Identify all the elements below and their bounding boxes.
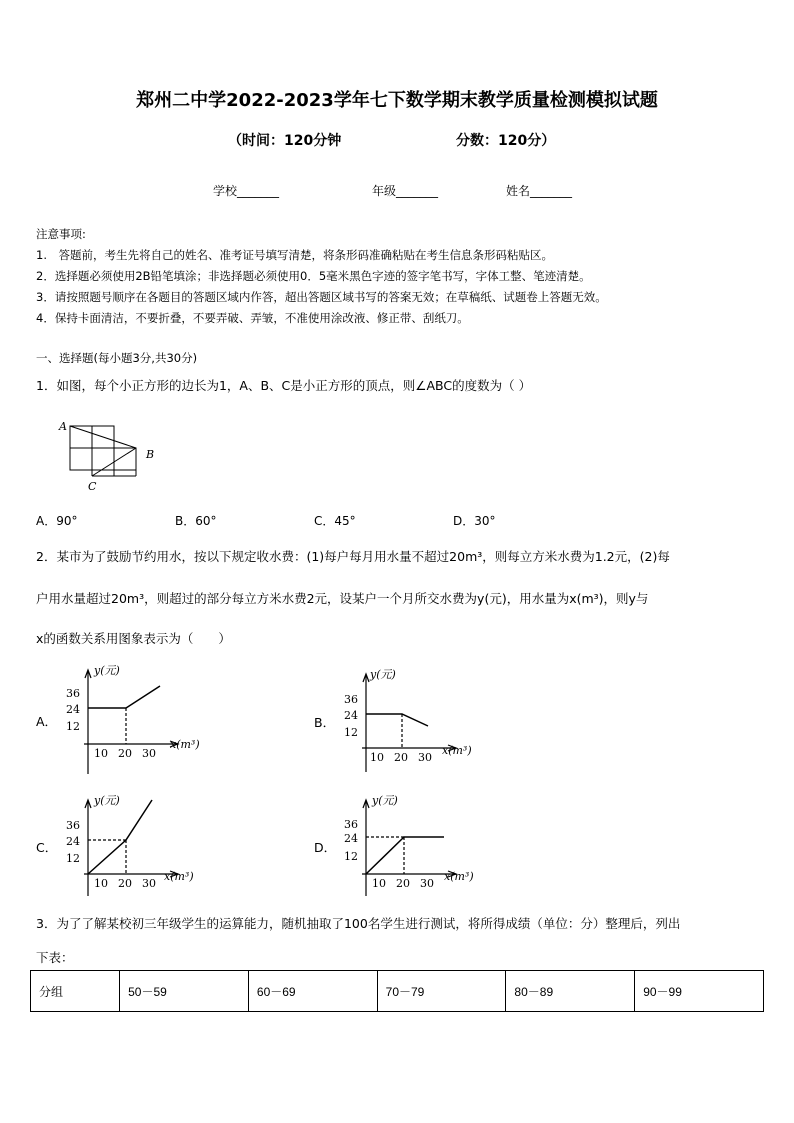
x-tick-10: 10 — [372, 877, 386, 890]
y-tick-24: 24 — [344, 832, 358, 845]
table-cell: 分组 — [31, 971, 120, 1012]
x-axis-label: x(m³) — [442, 744, 472, 757]
q2-graph-b[interactable] — [336, 664, 496, 776]
point-a-label: A — [59, 420, 67, 433]
question-1-text: 1．如图，每个小正方形的边长为1，A、B、C是小正方形的顶点，则∠ABC的度数为（ ） — [36, 378, 532, 393]
grade-field[interactable]: 年级_______ — [372, 184, 439, 198]
name-field[interactable]: 姓名_______ — [506, 184, 573, 198]
score-label: 分数：120分） — [456, 133, 556, 149]
q1-option-d[interactable]: D．30° — [453, 514, 496, 528]
x-tick-20: 20 — [396, 877, 410, 890]
table-cell: 50－59 — [120, 971, 249, 1012]
time-label: （时间：120分钟 — [228, 133, 342, 149]
y-axis-label: y(元) — [94, 664, 120, 677]
note-item: 3．请按照题号顺序在各题目的答题区域内作答，超出答题区域书写的答案无效；在草稿纸、试题卷上答题无效。 — [36, 290, 607, 304]
school-field[interactable]: 学校_______ — [213, 184, 280, 198]
q2-graph-a[interactable] — [58, 658, 218, 778]
y-tick-12: 12 — [344, 726, 358, 739]
table-cell: 70－79 — [377, 971, 506, 1012]
question-2-line-3: x的函数关系用图象表示为（ ） — [36, 631, 231, 646]
x-tick-30: 30 — [420, 877, 434, 890]
q2-graph-c[interactable] — [58, 790, 218, 902]
note-item: 1. 答题前，考生先将自己的姓名、准考证号填写清楚，将条形码准确粘贴在考生信息条形码粘贴区。 — [36, 248, 553, 262]
q2-option-c-label[interactable]: C． — [36, 840, 58, 855]
section-heading: 一、选择题(每小题3分,共30分) — [36, 351, 198, 365]
q1-option-c[interactable]: C．45° — [314, 514, 356, 528]
note-item: 4．保持卡面清洁，不要折叠，不要弄破、弄皱，不准使用涂改液、修正带、刮纸刀。 — [36, 311, 469, 325]
x-tick-10: 10 — [94, 747, 108, 760]
q2-option-d-label[interactable]: D． — [314, 840, 337, 855]
y-tick-36: 36 — [344, 693, 358, 706]
x-tick-20: 20 — [118, 747, 132, 760]
x-tick-30: 30 — [418, 751, 432, 764]
y-axis-label: y(元) — [370, 668, 396, 681]
y-tick-36: 36 — [66, 819, 80, 832]
y-tick-36: 36 — [66, 687, 80, 700]
y-tick-24: 24 — [66, 703, 80, 716]
y-tick-24: 24 — [344, 709, 358, 722]
y-axis-label: y(元) — [94, 794, 120, 807]
x-tick-20: 20 — [118, 877, 132, 890]
table-cell: 80－89 — [506, 971, 635, 1012]
x-tick-30: 30 — [142, 877, 156, 890]
x-axis-label: x(m³) — [164, 870, 194, 883]
score-group-table — [30, 970, 764, 1012]
x-tick-20: 20 — [394, 751, 408, 764]
y-tick-12: 12 — [66, 720, 80, 733]
note-item: 2．选择题必须使用2B铅笔填涂；非选择题必须使用0．5毫米黑色字迹的签字笔书写，字体工整、笔迹清楚。 — [36, 269, 591, 283]
q1-option-a[interactable]: A．90° — [36, 514, 78, 528]
question-2-line-1: 2．某市为了鼓励节约用水，按以下规定收水费：(1)每户每月用水量不超过20m³，则每立方米水费为1.2元，(2)每 — [36, 549, 670, 564]
q2-option-a-label[interactable]: A． — [36, 714, 58, 729]
page-title: 郑州二中学2022-2023学年七下数学期末教学质量检测模拟试题 — [136, 90, 658, 111]
x-axis-label: x(m³) — [444, 870, 474, 883]
question-2-line-2: 户用水量超过20m³，则超过的部分每立方米水费2元，设某户一个月所交水费为y(元)，用水量为x(m³)，则y与 — [36, 591, 649, 606]
y-axis-label: y(元) — [372, 794, 398, 807]
y-tick-36: 36 — [344, 818, 358, 831]
table-cell: 90－99 — [635, 971, 764, 1012]
x-axis-label: x(m³) — [170, 738, 200, 751]
q2-graph-d[interactable] — [336, 790, 496, 902]
q1-option-b[interactable]: B．60° — [175, 514, 217, 528]
y-tick-12: 12 — [344, 850, 358, 863]
y-tick-24: 24 — [66, 835, 80, 848]
table-row — [31, 971, 764, 1012]
x-tick-10: 10 — [94, 877, 108, 890]
x-tick-10: 10 — [370, 751, 384, 764]
question-3-line-2: 下表： — [36, 950, 74, 965]
table-cell: 60－69 — [248, 971, 377, 1012]
x-tick-30: 30 — [142, 747, 156, 760]
y-tick-12: 12 — [66, 852, 80, 865]
point-c-label: C — [88, 480, 97, 492]
question-3-line-1: 3．为了了解某校初三年级学生的运算能力，随机抽取了100名学生进行测试，将所得成绩（单位：分）整理后，列出 — [36, 916, 681, 931]
q1-grid-figure — [56, 418, 166, 492]
q2-option-b-label[interactable]: B． — [314, 715, 336, 730]
notes-heading: 注意事项: — [36, 227, 86, 241]
point-b-label: B — [146, 448, 155, 461]
